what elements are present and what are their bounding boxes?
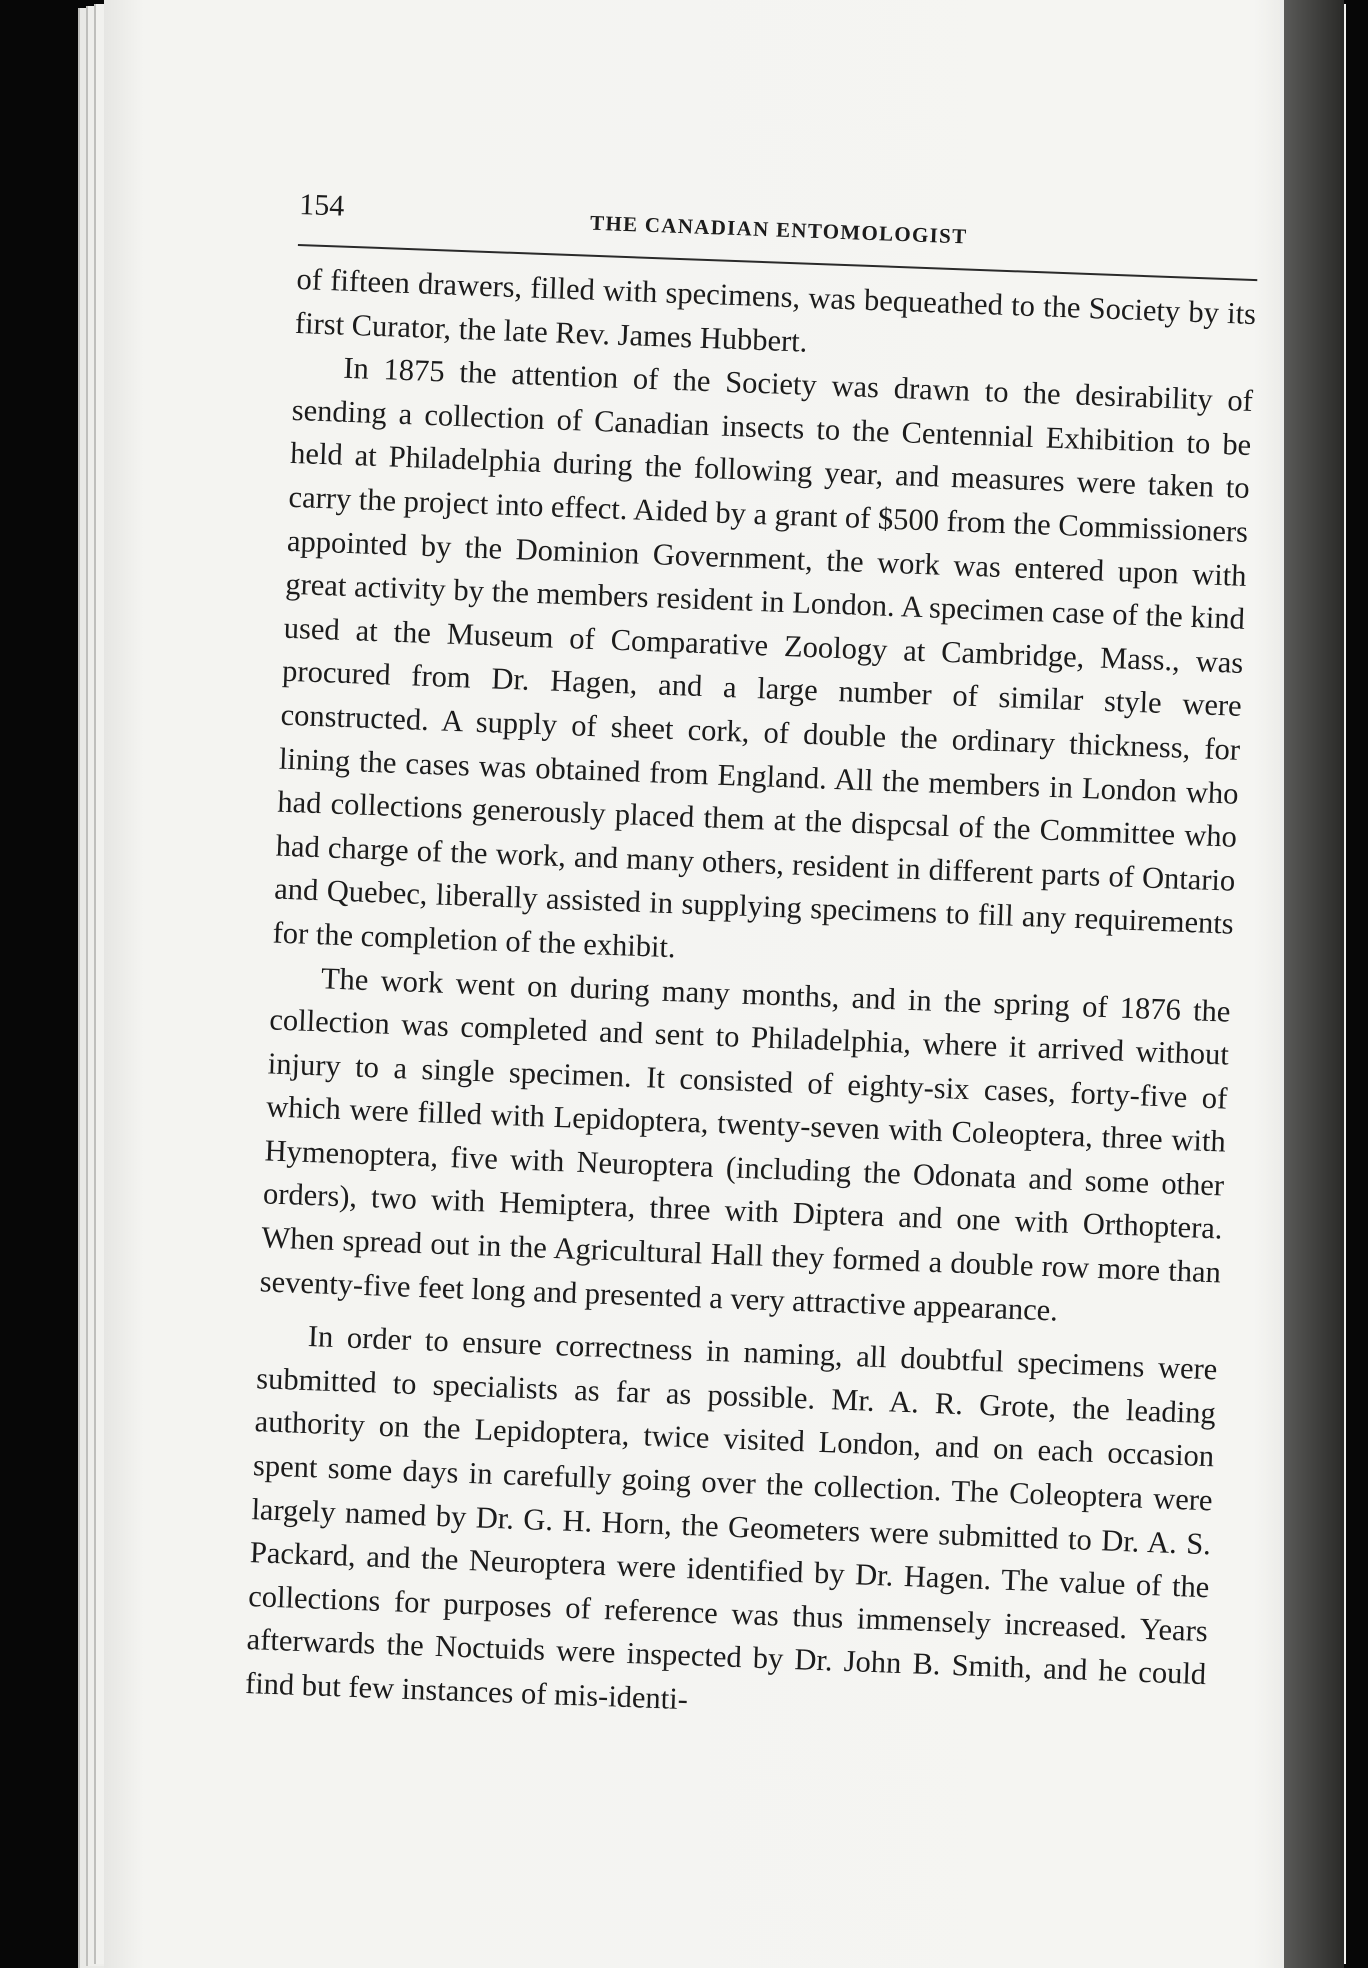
page-content bbox=[244, 188, 1259, 1741]
paragraph: The work went on during many months, and in the spring of 1876 the collection was completed and sent to Philadelphia, where it arrived without injury to a single specimen. It consisted of eighty-six cases, forty-five of which were filled with Lepidoptera, twenty-seven with Coleoptera, three with Hymenoptera, five with Neuroptera (including the Odonata and some other orders), two with Hemiptera, three with Diptera and one with Orthoptera. When spread out in the Agricultural Hall they formed a double row more than seventy-five feet long and presented a very attractive appearance. bbox=[259, 960, 1232, 1328]
paragraph: of fifteen drawers, filled with specimens, was bequeathed to the Society by its first Curator, the late Rev. James Hubbert. bbox=[294, 261, 1257, 359]
paragraph: In 1875 the attention of the Society was drawn to the desirability of sending a collection of Canadian insects to the Centennial Exhibition to be held at Philadelphia during the following year, and measures were taken to carry the project into effect. Aided by a grant of $500 from the Commissioners appointed by the Dominion Government, the work was entered upon with great activity by the members resident in London. A specimen case of the kind used at the Museum of Comparative Zoology at Cambridge, Mass., was procured from Dr. Hagen, and a large number of similar style were constructed. A supply of sheet cork, of double the ordinary thickness, for lining the cases was obtained from England. All the members in London who had collections generously placed them at the dispcsal of the Committee who had charge of the work, and many others, resident in different parts of Ontario and Quebec, liberally assisted in supplying specimens to fill any requirements for the completion of the exhibit. bbox=[272, 350, 1254, 965]
running-title: THE CANADIAN ENTOMOLOGIST bbox=[589, 210, 968, 249]
paragraph: In order to ensure correctness in naming, all doubtful specimens were submitted to specialists as far as possible. Mr. A. R. Grote, the leading authority on the Lepidoptera, twice visited London, and on each occasion spent some days in carefully going over the collection. The Coleoptera were largely named by Dr. G. H. Horn, the Geometers were submitted to Dr. A. S. Packard, and the Neuroptera were identified by Dr. Hagen. The value of the collections for purposes of reference was thus immensely increased. Years afterwards the Noctuids were inspected by Dr. John B. Smith, and he could find but few instances of mis-identi- bbox=[244, 1319, 1218, 1717]
page-shadow bbox=[1284, 0, 1344, 1968]
page-number: 154 bbox=[298, 188, 345, 223]
body-text bbox=[244, 246, 1257, 1741]
